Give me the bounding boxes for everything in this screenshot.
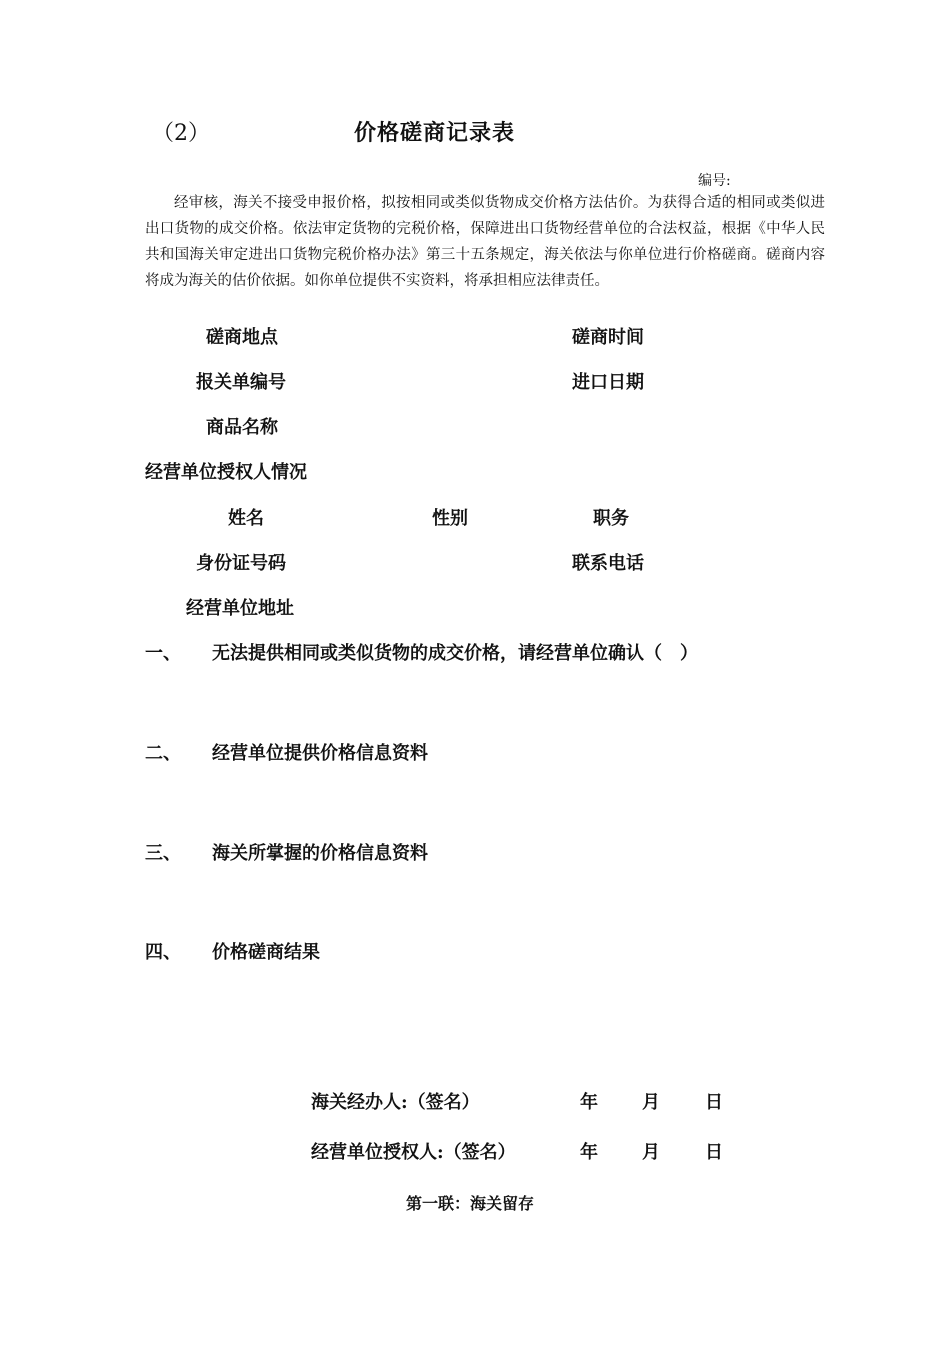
authorized-person-heading: 经营单位授权人情况 [145,462,307,483]
field-name-label: 姓名 [228,508,264,529]
copy-note-footer: 第一联：海关留存 [406,1194,535,1213]
field-declaration-no-label: 报关单编号 [196,372,286,393]
field-id-number-label: 身份证号码 [196,553,286,574]
field-import-date-label: 进口日期 [572,372,644,393]
field-phone-label: 联系电话 [572,553,644,574]
customs-officer-day-label: 日 [705,1092,723,1113]
section-3-text: 海关所掌握的价格信息资料 [212,843,428,864]
company-rep-signature-label: 经营单位授权人:（签名） [311,1142,516,1163]
company-rep-day-label: 日 [705,1142,723,1163]
section-4-number: 四、 [145,942,181,963]
page-title: 价格磋商记录表 [354,120,516,146]
section-4-text: 价格磋商结果 [212,942,320,963]
intro-paragraph: 经审核，海关不接受申报价格，拟按相同或类似货物成交价格方法估价。为获得合适的相同或类似进出口货物的成交价格。依法审定货物的完税价格，保障进出口货物经营单位的合法权益，根据《中华人民共和国海关审定进出口货物完税价格办法》第三十五条规定，海关依法与你单位进行价格磋商。磋商内容将成为海关的估价依据。如你单位提供不实资料，将承担相应法律责任。 [145,195,825,289]
field-gender-label: 性别 [432,508,468,529]
customs-officer-signature-label: 海关经办人:（签名） [311,1092,480,1113]
section-2-text: 经营单位提供价格信息资料 [212,743,428,764]
customs-officer-year-label: 年 [580,1092,598,1113]
field-time-label: 磋商时间 [572,327,644,348]
field-position-label: 职务 [593,508,629,529]
section-1-text: 无法提供相同或类似货物的成交价格，请经营单位确认（ ） [212,643,698,664]
form-number: （2） [152,121,210,146]
field-company-address-label: 经营单位地址 [186,598,294,619]
section-1-number: 一、 [145,643,181,664]
field-goods-name-label: 商品名称 [206,417,278,438]
company-rep-month-label: 月 [642,1142,660,1163]
field-location-label: 磋商地点 [206,327,278,348]
section-3-number: 三、 [145,843,181,864]
serial-number-label: 编号: [698,173,731,189]
company-rep-year-label: 年 [580,1142,598,1163]
customs-officer-month-label: 月 [642,1092,660,1113]
section-2-number: 二、 [145,743,181,764]
